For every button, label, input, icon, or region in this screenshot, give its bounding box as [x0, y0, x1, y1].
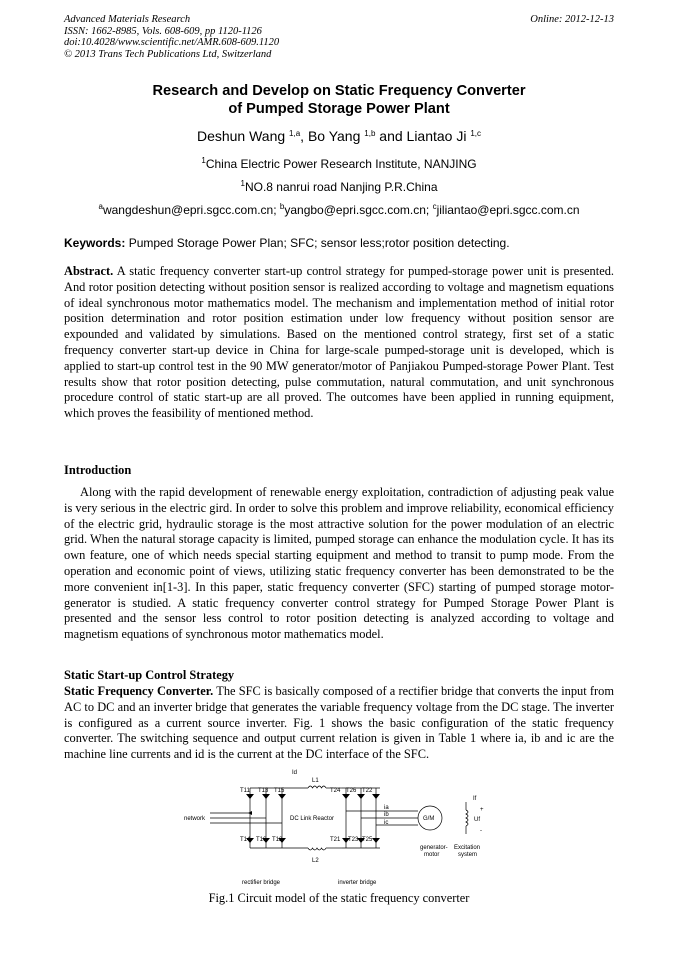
current-ic-label: ic [384, 820, 389, 826]
thyristor-label: T21 [330, 837, 341, 843]
affiliation-address [0, 180, 678, 194]
email-link[interactable]: yangbo@epri.sgcc.com.cn; [284, 203, 433, 217]
rectifier-label: rectifier bridge [242, 880, 281, 886]
thyristor-label: T11 [240, 788, 250, 794]
affiliation-sup: 1 [240, 179, 245, 188]
minus-label: - [480, 828, 482, 834]
strategy-paragraph [64, 684, 614, 763]
thyristor-label: T13 [258, 788, 269, 794]
issn: ISSN: 1662-8985, Vols. 608-609, pp 1120-1126 [64, 25, 262, 37]
author-separator: and [375, 128, 407, 144]
abstract [64, 264, 614, 422]
email-link[interactable]: wangdeshun@epri.sgcc.com.cn; [102, 203, 280, 217]
current-ib-label: ib [384, 812, 389, 818]
id-label: Id [292, 770, 298, 776]
thyristor-label: T26 [346, 788, 357, 794]
affiliation-institute [0, 157, 678, 171]
abstract-text: A static frequency converter start-up control strategy for pumped-storage power unit is presented. And rotor position detecting without position sensor is realized according to voltage and magnetism equations of ideal synchronous motor mathematics model. The mechanism and implementation method of initial rotor position determination and rotor position estimation under low frequency without position sensor are expounded and validated by simulations. Based on the mentioned control strategy, first set of a static frequency converter start-up device in China for large-scale pumped-storage unit is developed, which is applied to start-up control test in the 90 MW generator/motor of Panjiakou Pumped-storage Power Plant. Test results show that rotor position detecting, pulse commutation, natural commutation, and unit synchronous procedure control of static start-up are all proved. The outcomes have been applied in running equipment, which proves the feasibility of mentioned method. [64, 264, 614, 421]
abstract-label: Abstract. [64, 264, 114, 278]
generator-motor-label: motor [424, 852, 440, 858]
author-name: Deshun Wang [196, 128, 286, 144]
keywords-text: Pumped Storage Power Plan; SFC; sensor less;rotor position detecting. [125, 236, 510, 250]
title-line-2: of Pumped Storage Power Plant [228, 101, 450, 117]
affiliation-text: China Electric Power Research Institute, NANJING [205, 157, 477, 171]
author-emails [0, 203, 678, 217]
paper-title [0, 82, 678, 118]
thyristor-label: T14 [240, 837, 251, 843]
thyristor-label: T16 [256, 837, 267, 843]
excitation-label: Excitation [454, 845, 481, 851]
keywords [64, 236, 510, 250]
author-sup: 1,c [470, 129, 482, 138]
inverter-label: inverter bridge [338, 880, 377, 886]
author-list [0, 128, 678, 144]
excitation-label: system [458, 852, 478, 858]
email-link[interactable]: jiliantao@epri.sgcc.com.cn [436, 203, 580, 217]
affiliation-text: NO.8 nanrui road Nanjing P.R.China [244, 180, 438, 194]
network-label: network [184, 816, 206, 822]
affiliation-sup: 1 [201, 156, 206, 165]
figure-caption: Fig.1 Circuit model of the static frequency converter [208, 891, 470, 905]
email-sup: b [279, 202, 285, 211]
title-line-1: Research and Develop on Static Frequency Converter [152, 83, 526, 99]
email-sup: a [98, 202, 103, 211]
journal-name: Advanced Materials Research [64, 14, 191, 25]
thyristor-label: T24 [330, 788, 341, 794]
if-label: If [473, 796, 477, 802]
section-heading-strategy: Static Start-up Control Strategy [64, 668, 235, 682]
dc-link-label: DC Link Reactor [290, 816, 335, 822]
author-name: Liantao Ji [406, 128, 467, 144]
email-sup: c [432, 202, 437, 211]
thyristor-label: T22 [362, 788, 373, 794]
l1-label: L1 [312, 778, 319, 784]
circuit-diagram [180, 766, 520, 894]
thyristor-label: T23 [348, 837, 359, 843]
keywords-label: Keywords: [64, 236, 126, 250]
copyright: © 2013 Trans Tech Publications Ltd, Switzerland [64, 48, 272, 60]
author-name: Bo Yang [307, 128, 361, 144]
online-date: Online: 2012-12-13 [530, 14, 614, 25]
thyristor-label: T25 [362, 837, 373, 843]
section-heading-introduction: Introduction [64, 463, 132, 477]
journal-header [64, 14, 279, 60]
strategy-text: The SFC is basically composed of a rectifier bridge that converts the input from AC to DC and an inverter bridge that generates the variable frequency voltage from the DC stage. The inverter is configured as a current source inverter. Fig. 1 shows the basic configuration of the static frequency converter. The switching sequence and output current relation is given in Table 1 where ia, ib and ic are the machine line currents and id is the current at the DC interface of the SFC. [64, 684, 614, 762]
subsection-label: Static Frequency Converter. [64, 684, 214, 698]
l2-label: L2 [312, 858, 319, 864]
generator-motor-label: generator- [420, 845, 448, 851]
thyristor-label: T12 [272, 837, 283, 843]
plus-label: + [480, 807, 484, 813]
author-separator: , [300, 128, 308, 144]
thyristor-label: T15 [274, 788, 285, 794]
author-sup: 1,b [364, 129, 376, 138]
doi: doi:10.4028/www.scientific.net/AMR.608-609.1120 [64, 37, 280, 49]
current-ia-label: ia [384, 805, 389, 811]
author-sup: 1,a [289, 129, 301, 138]
introduction-paragraph: Along with the rapid development of renewable energy exploitation, contradiction of adjusting peak value is very serious in the electric gird. In order to solve this problem and improve reliability, economical efficiency of the electric grid, hydraulic storage is the most attractive solution for the power modulation of an electric grid. When the natural storage capacity is limited, pumped storage can enhance the modulation cycle. It has its own feature, one of which needs special starting equipment and method to transit to pump mode. From the operation and economic point of views, utilizing static frequency converter has been demonstrated to be the more convenient in[1-3]. In this paper, static frequency converter (SFC) starting of pumped storage motor-generator is studied. A static frequency converter control strategy for Pumped Storage Power Plant is presented and the sensor less control to rotor position detecting is analyzed according to voltage and magnetism equations of synchronous motor mathematics model. [64, 485, 614, 642]
machine-label: G/M [423, 816, 435, 822]
uf-label: Uf [474, 817, 480, 823]
